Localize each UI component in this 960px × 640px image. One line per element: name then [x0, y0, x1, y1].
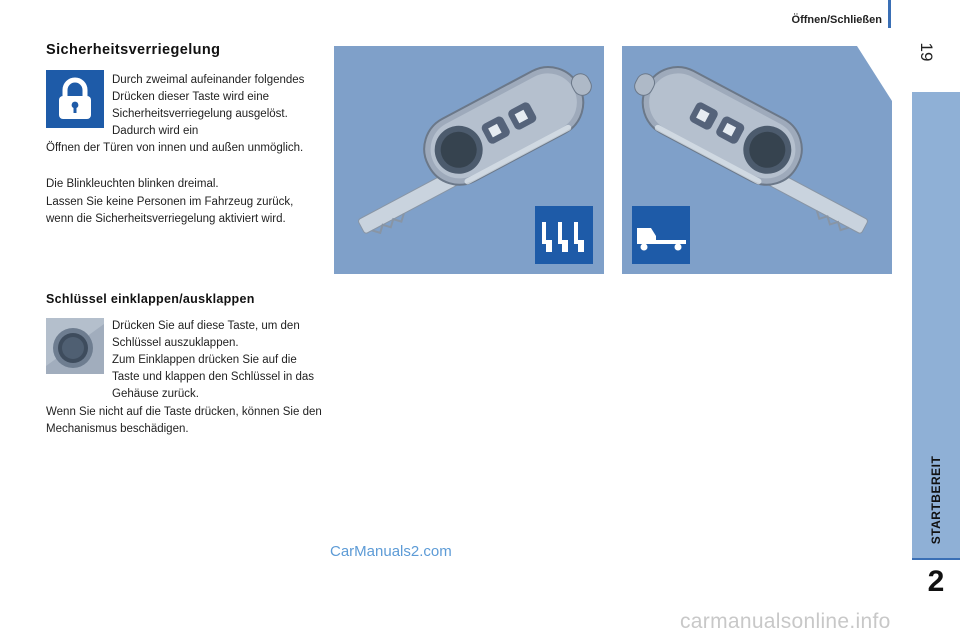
- security-lock-paragraph-intro: Durch zweimal aufeinander folgendes Drücken dieser Taste wird eine Sicherheitsverriegelung ausgelöst. Dadurch wird ein: [112, 74, 305, 137]
- chapter-number: 2: [927, 565, 945, 598]
- key-fob-image-chassis: [622, 46, 892, 274]
- site-watermark: CarManuals2.com: [330, 543, 452, 560]
- chapter-label-text: STARTBEREIT: [929, 455, 943, 545]
- header-rule: [888, 0, 891, 28]
- security-lock-paragraph-cont: Öffnen der Türen von innen und außen unmöglich.: [46, 142, 304, 154]
- key-fold-paragraph-unfold: Drücken Sie auf diese Taste, um den Schlüssel auszuklappen.: [112, 320, 300, 349]
- key-fold-paragraph-fold: Zum Einklappen drücken Sie auf die Taste und klappen den Schlüssel in das Gehäuse zurück.: [112, 354, 315, 400]
- section-title-key-fold: Schlüssel einklappen/ausklappen: [46, 292, 255, 306]
- footer-watermark: carmanualsonline.info: [680, 610, 891, 633]
- security-lock-paragraph-warning: Lassen Sie keine Personen im Fahrzeug zurück, wenn die Sicherheitsverriegelung aktiviert wird.: [46, 196, 294, 225]
- lock-icon: [46, 70, 104, 128]
- chapter-rule: [912, 558, 960, 560]
- passenger-seats-icon: [535, 206, 593, 264]
- page-number: 19: [917, 42, 936, 62]
- chapter-tab-label: [906, 440, 960, 560]
- section-header-title: Öffnen/Schließen: [791, 14, 882, 26]
- key-fold-paragraph-warning: Wenn Sie nicht auf die Taste drücken, können Sie den Mechanismus beschädigen.: [46, 406, 322, 435]
- chassis-truck-icon: [632, 206, 690, 264]
- key-fob-image-passenger: [334, 46, 604, 274]
- section-title-security-lock: Sicherheitsverriegelung: [46, 42, 221, 58]
- key-button-icon: [46, 318, 104, 374]
- security-lock-paragraph-blink: Die Blinkleuchten blinken dreimal.: [46, 178, 219, 190]
